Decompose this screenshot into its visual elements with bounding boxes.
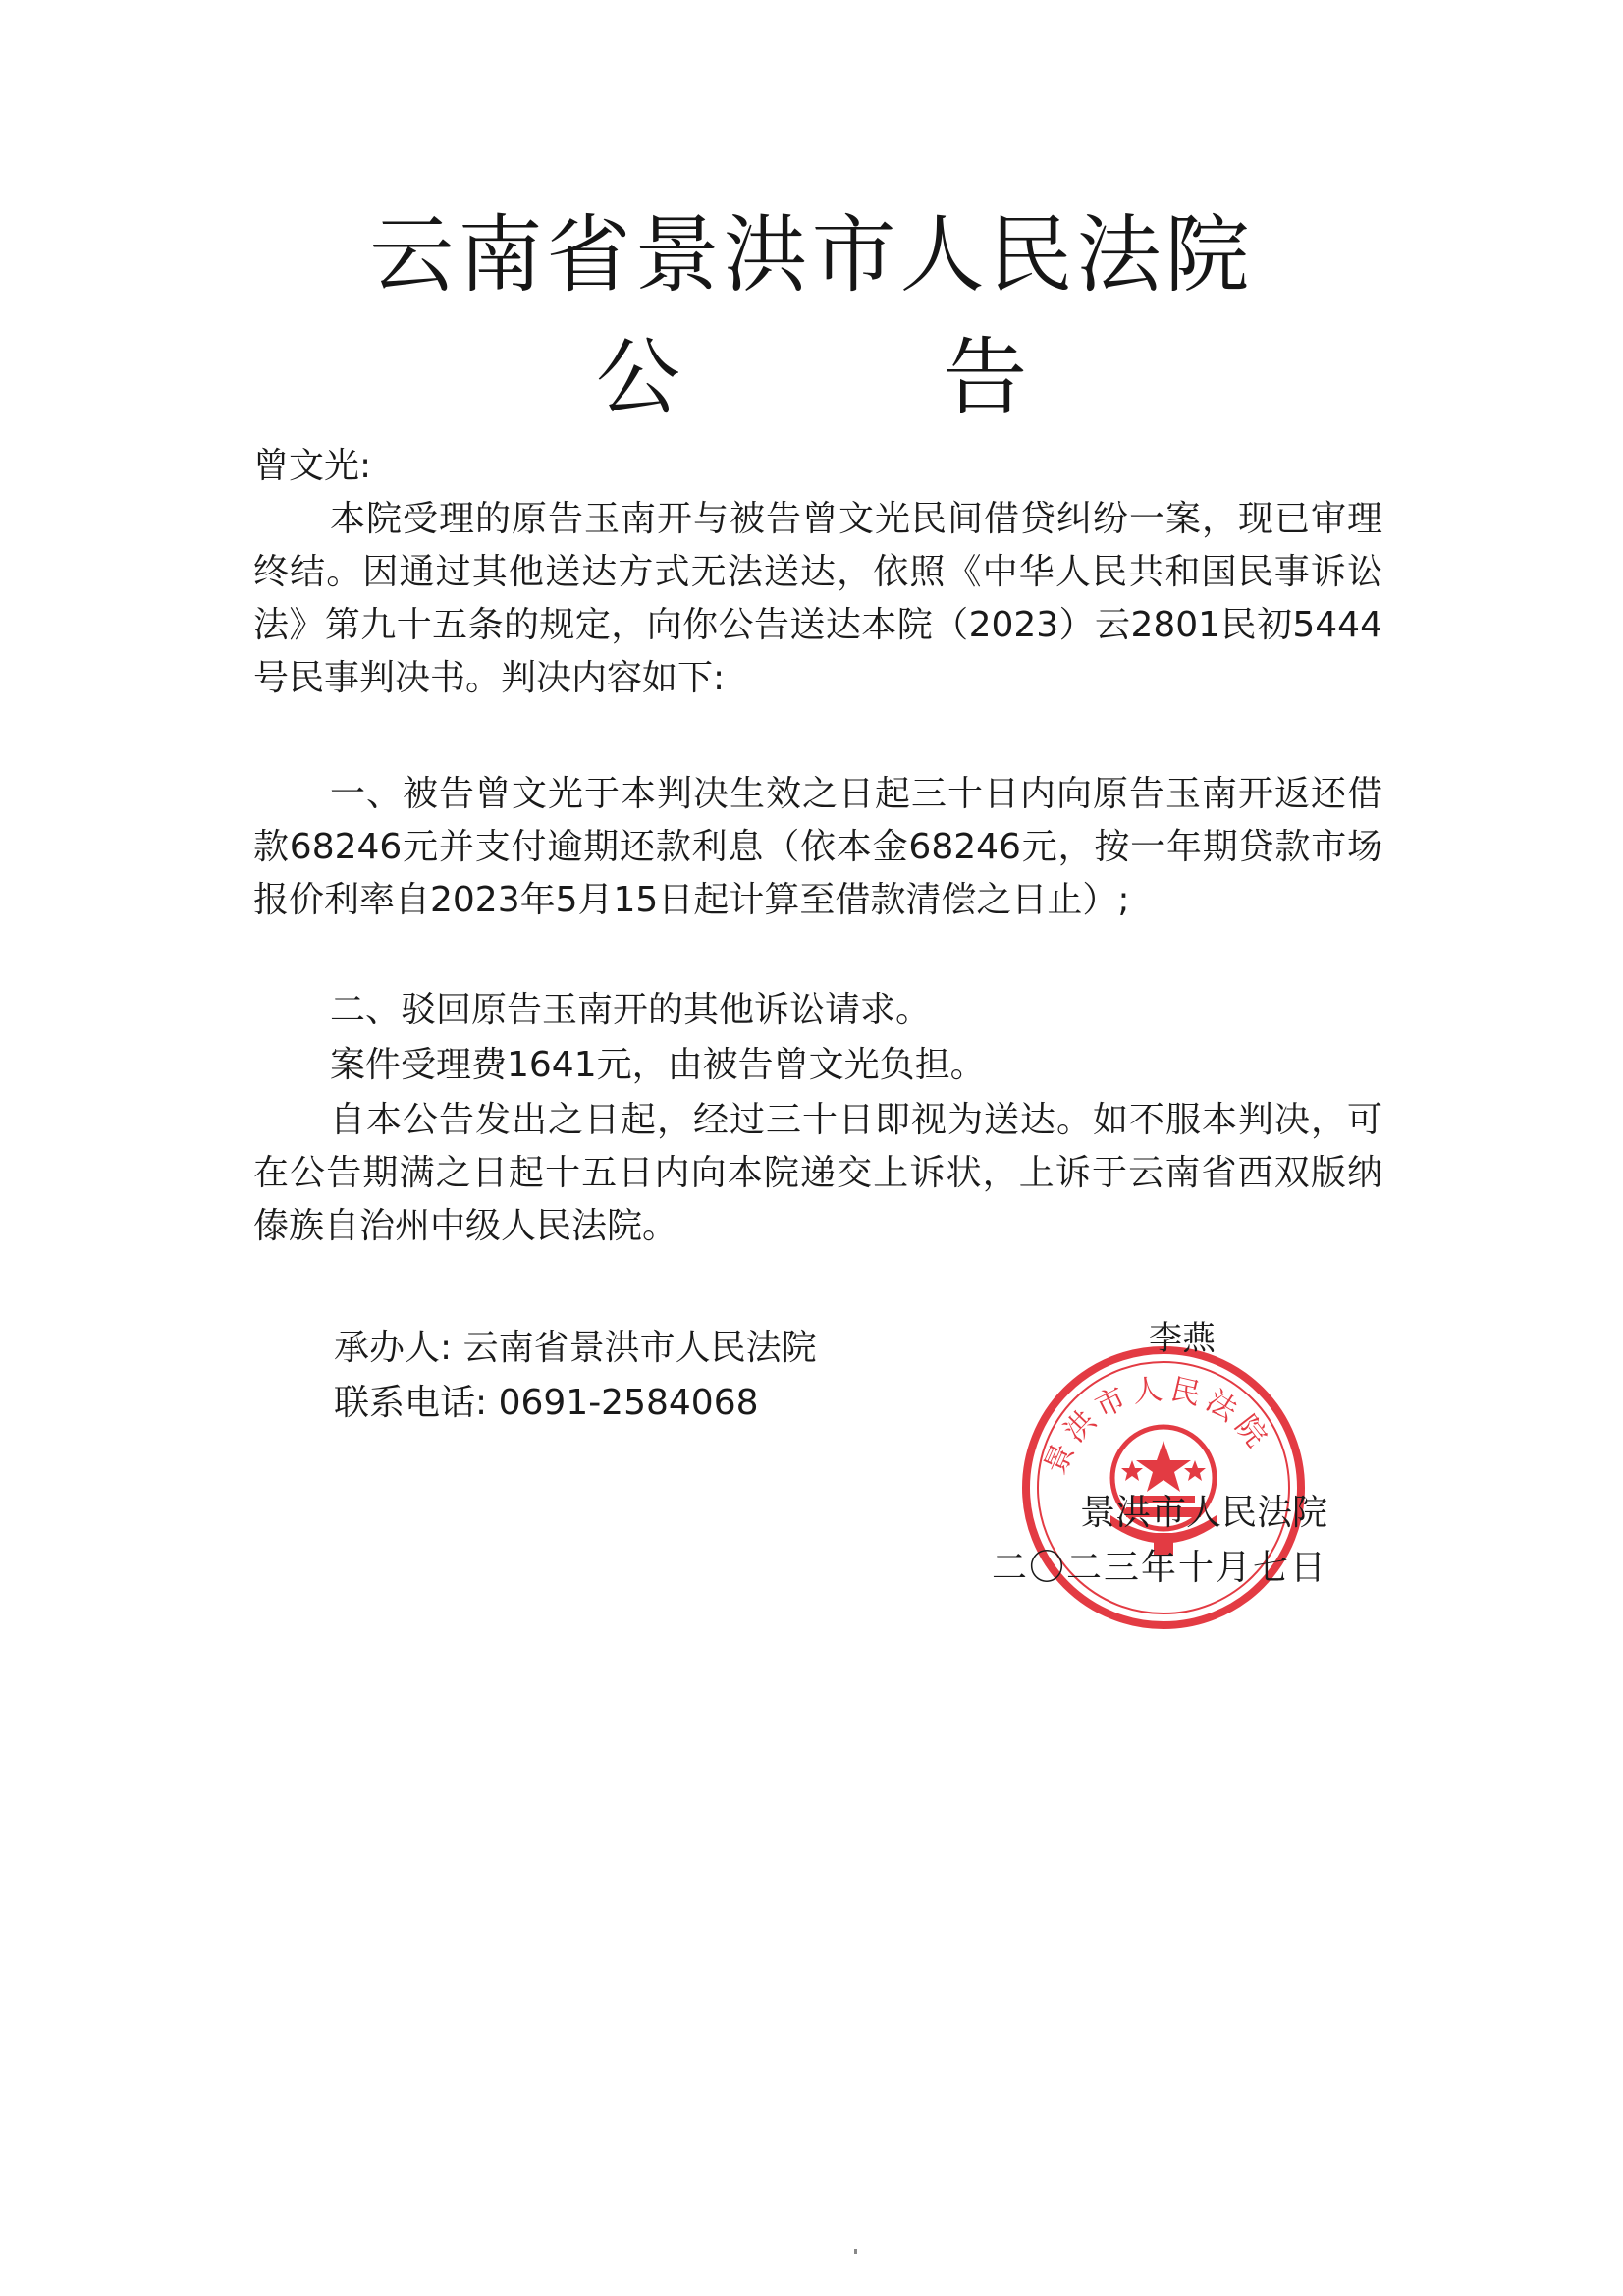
signature-date: 二〇二三年十月七日 — [992, 1548, 1328, 1588]
signature-court-name: 景洪市人民法院 — [1080, 1493, 1328, 1533]
paragraph-case-intro: 本院受理的原告玉南开与被告曾文光民间借贷纠纷一案，现已审理终结。因通过其他送达方式无法送达，依照《中华人民共和国民事诉讼法》第九十五条的规定，向你公告送达本院（2023）云2801民初5444号民事判决书。判决内容如下: — [253, 499, 1382, 698]
paragraph-service-notice: 自本公告发出之日起，经过三十日即视为送达。如不服本判决，可在公告期满之日起十五日内向本院递交上诉状，上诉于云南省西双版纳傣族自治州中级人民法院。 — [253, 1100, 1382, 1246]
seal-ring-text: 景洪市人民法院 — [1038, 1371, 1277, 1480]
paragraph-judgment-item-1: 一、被告曾文光于本判决生效之日起三十日内向原告玉南开返还借款68246元并支付逾期还款利息（依本金68246元，按一年期贷款市场报价利率自2023年5月15日起计算至借款清偿之日止）; — [253, 774, 1382, 920]
paragraph-judgment-item-2: 二、驳回原告玉南开的其他诉讼请求。 — [330, 990, 932, 1030]
notice-heading: 公 告 — [595, 329, 1146, 427]
court-name-title: 云南省景洪市人民法院 — [369, 206, 1254, 304]
handler-line: 承办人: 云南省景洪市人民法院 — [334, 1328, 817, 1368]
addressee: 曾文光: — [253, 446, 372, 486]
signer-name: 李燕 — [1149, 1319, 1216, 1358]
scan-mark — [854, 2249, 857, 2254]
phone-line: 联系电话: 0691-2584068 — [334, 1383, 759, 1423]
paragraph-case-fee: 案件受理费1641元，由被告曾文光负担。 — [330, 1045, 986, 1085]
